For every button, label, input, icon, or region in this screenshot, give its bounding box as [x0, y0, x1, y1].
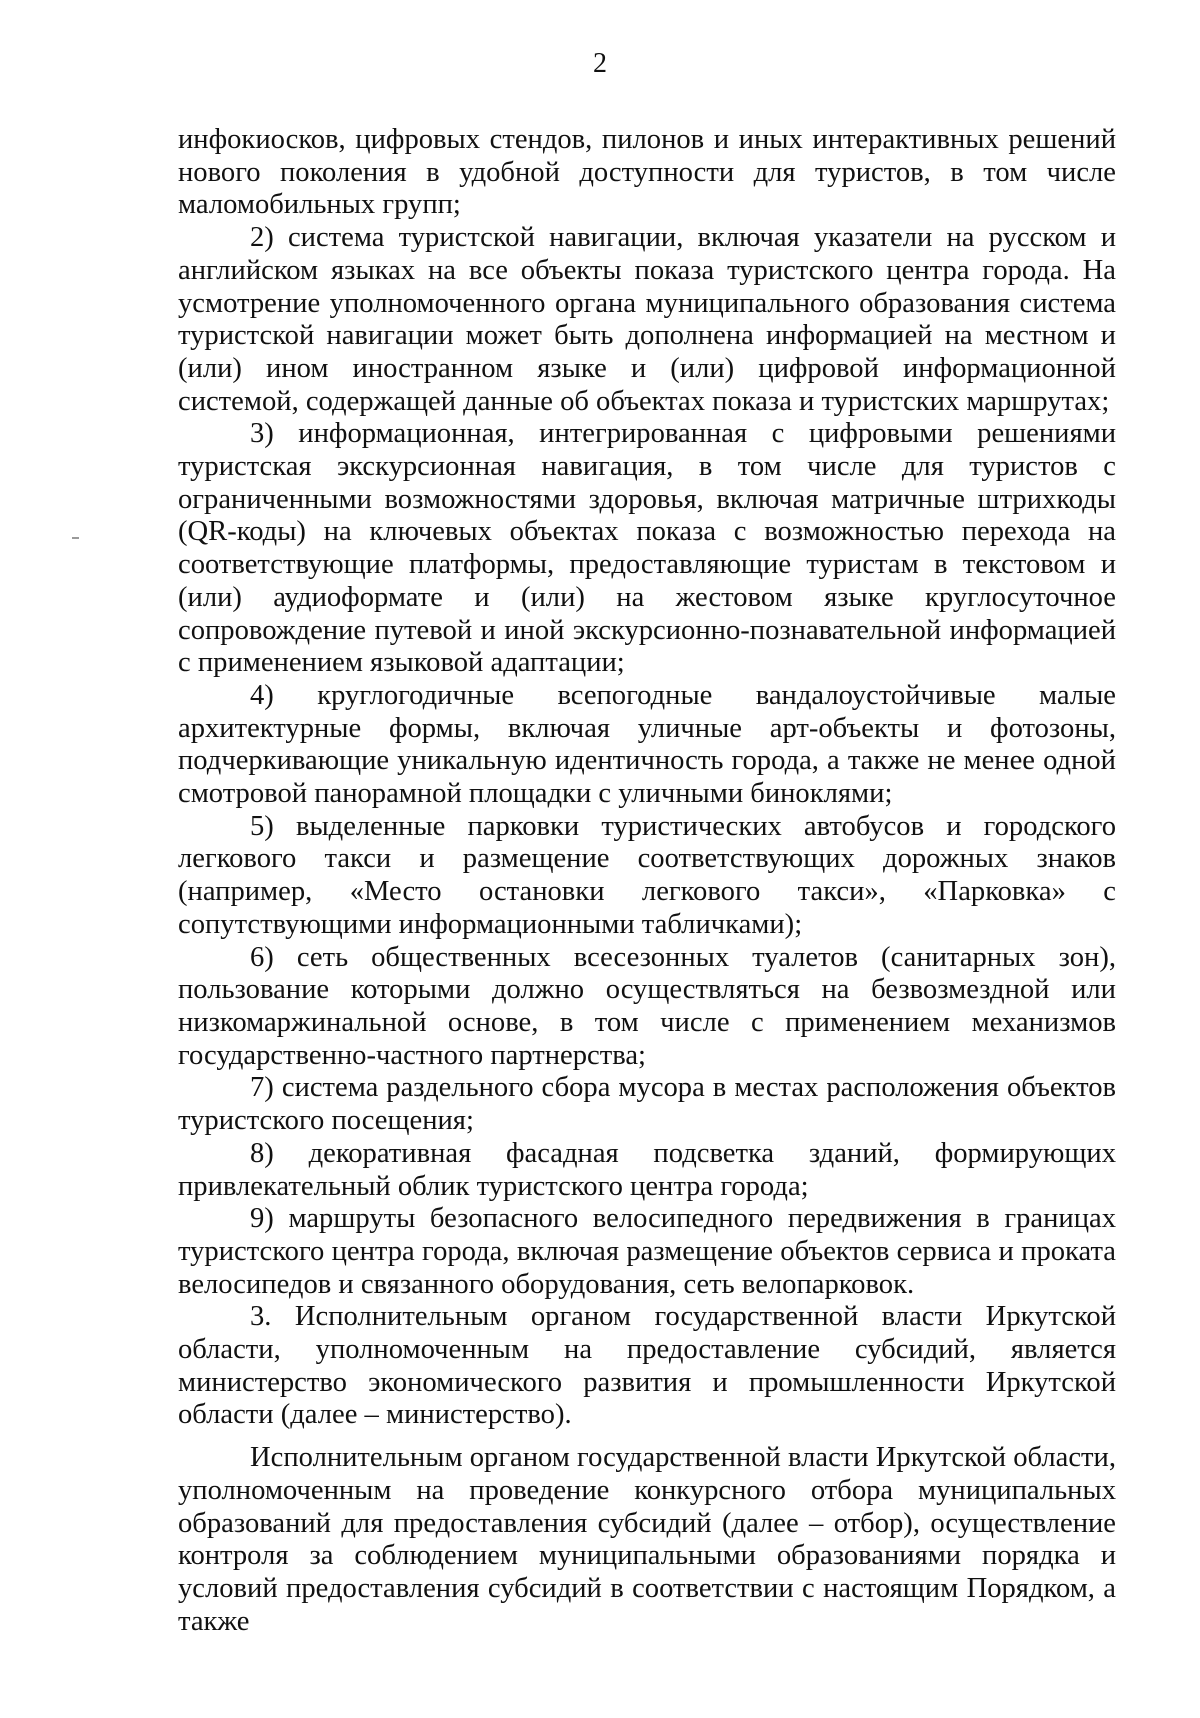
page-number: 2: [593, 48, 607, 79]
paragraph-item-2: 2) система туристской навигации, включая указатели на русском и английском языках на все объекты показа туристского центра города. На усмотрение уполномоченного органа муниципального образования система туристской навигации может быть дополнена информацией на местном и (или) ином иностранном языке и (или) цифровой информационной системой, содержащей данные об объектах показа и туристских маршрутах;: [178, 222, 1116, 417]
paragraph-item-5: 5) выделенные парковки туристических автобусов и городского легкового такси и размещение соответствующих дорожных знаков (например, «Место остановки легкового такси», «Парковка» с сопутствующими информационными табличками);: [178, 810, 1116, 940]
paragraph-item-8: 8) декоративная фасадная подсветка зданий, формирующих привлекательный облик туристского центра города;: [178, 1137, 1116, 1202]
scan-artifact-mark: [72, 537, 79, 539]
paragraph-section-3: 3. Исполнительным органом государственной власти Иркутской области, уполномоченным на предоставление субсидий, является министерство экономического развития и промышленности Иркутской области (далее – министерство).: [178, 1301, 1116, 1431]
paragraph-item-4: 4) круглогодичные всепогодные вандалоустойчивые малые архитектурные формы, включая уличные арт-объекты и фотозоны, подчеркивающие уникальную идентичность города, а также не менее одной смотровой панорамной площадки с уличными биноклями;: [178, 679, 1116, 810]
paragraph-executive-body: Исполнительным органом государственной власти Иркутской области, уполномоченным на проведение конкурсного отбора муниципальных образований для предоставления субсидий (далее – отбор), осуществление контроля за соблюдением муниципальными образованиями порядка и условий предоставления субсидий в соответствии с настоящим Порядком, а также: [178, 1442, 1116, 1637]
paragraph-item-9: 9) маршруты безопасного велосипедного передвижения в границах туристского центра города, включая размещение объектов сервиса и проката велосипедов и связанного оборудования, сеть велопарковок.: [178, 1203, 1116, 1300]
paragraph-item-3: 3) информационная, интегрированная с цифровыми решениями туристская экскурсионная навигация, в том числе для туристов с ограниченными возможностями здоровья, включая матричные штрихкоды (QR-коды) на ключевых объектах показа с возможностью перехода на соответствующие платформы, предоставляющие туристам в текстовом и (или) аудиоформате и (или) на жестовом языке круглосуточное сопровождение путевой и иной экскурсионно-познавательной информацией с применением языковой адаптации;: [178, 418, 1116, 679]
paragraph-continuation: инфокиосков, цифровых стендов, пилонов и иных интерактивных решений нового поколения в удобной доступности для туристов, в том числе маломобильных групп;: [178, 124, 1116, 221]
paragraph-item-7: 7) система раздельного сбора мусора в местах расположения объектов туристского посещения;: [178, 1072, 1116, 1137]
document-body: [178, 124, 1116, 1638]
paragraph-item-6: 6) сеть общественных всесезонных туалетов (санитарных зон), пользование которыми должно осуществляться на безвозмездной или низкомаржинальной основе, в том числе с применением механизмов государственно-частного партнерства;: [178, 941, 1116, 1071]
